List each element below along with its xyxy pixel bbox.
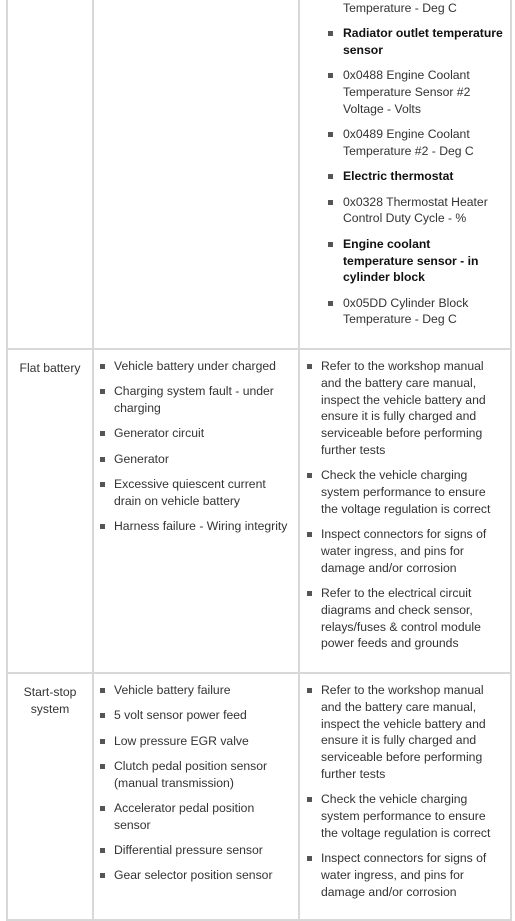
list-item: 5 volt sensor power feed: [94, 707, 292, 724]
list-item: Engine coolant temperature sensor - in cylinder block: [300, 236, 504, 286]
list-item: Refer to the workshop manual and the battery care manual, inspect the vehicle battery and ensure it is fully charged and serviceable before performing further tests: [300, 358, 504, 459]
list-item: Gear selector position sensor: [94, 867, 292, 884]
action-cell: [299, 349, 511, 673]
cause-cell: [7, 0, 93, 349]
problem-cell: [93, 673, 299, 920]
cause-text: [8, 0, 92, 4]
list-item: Inspect connectors for signs of water ingress, and pins for damage and/or corrosion: [300, 850, 504, 900]
list-item: 0x05DD Cylinder Block Temperature - Deg C: [300, 295, 504, 329]
diagnostic-table: [6, 0, 512, 921]
list-item: Inspect connectors for signs of water ingress, and pins for damage and/or corrosion: [300, 526, 504, 576]
table-row: [7, 673, 511, 920]
table-row: [7, 349, 511, 673]
list-item: Check the vehicle charging system performance to ensure the voltage regulation is correct: [300, 791, 504, 841]
problem-list: [94, 674, 298, 903]
list-item: Generator: [94, 451, 292, 468]
list-item: Check the vehicle charging system performance to ensure the voltage regulation is correct: [300, 467, 504, 517]
cause-cell: [7, 673, 93, 920]
list-item: Electric thermostat: [300, 168, 504, 185]
problem-cell: [93, 0, 299, 349]
action-list: [300, 674, 510, 919]
list-item: Radiator outlet temperature sensor: [300, 25, 504, 59]
action-list: [300, 0, 510, 347]
list-item: 0x0328 Thermostat Heater Control Duty Cycle - %: [300, 194, 504, 228]
list-item: Refer to the electrical circuit diagrams and check sensor, relays/fuses & control module power feeds and grounds: [300, 585, 504, 652]
list-item: Accelerator pedal position sensor: [94, 800, 292, 834]
list-item: 0x0488 Engine Coolant Temperature Sensor #2 Voltage - Volts: [300, 67, 504, 117]
list-item: Refer to the workshop manual and the battery care manual, inspect the vehicle battery and ensure it is fully charged and serviceable before performing further tests: [300, 682, 504, 783]
list-item: Temperature - Deg C: [343, 1, 457, 15]
problem-cell: [93, 349, 299, 673]
action-cell: [299, 0, 511, 349]
list-item: 0x0489 Engine Coolant Temperature #2 - Deg C: [300, 126, 504, 160]
list-item: Vehicle battery failure: [94, 682, 292, 699]
problem-list: [94, 0, 298, 12]
problem-list: [94, 350, 298, 553]
cause-text: Start-stop system: [23, 685, 77, 716]
list-item: Generator circuit: [94, 425, 292, 442]
list-item: Clutch pedal position sensor (manual transmission): [94, 758, 292, 792]
list-item: Vehicle battery under charged: [94, 358, 292, 375]
list-item: Excessive quiescent current drain on vehicle battery: [94, 476, 292, 510]
list-item: Harness failure - Wiring integrity: [94, 518, 292, 535]
list-item: Charging system fault - under charging: [94, 383, 292, 417]
action-list: [300, 350, 510, 671]
list-item: Low pressure EGR valve: [94, 733, 292, 750]
action-cell: [299, 673, 511, 920]
table-row: [7, 0, 511, 349]
cause-cell: [7, 349, 93, 673]
list-item: Differential pressure sensor: [94, 842, 292, 859]
cause-text: Flat battery: [19, 361, 81, 375]
